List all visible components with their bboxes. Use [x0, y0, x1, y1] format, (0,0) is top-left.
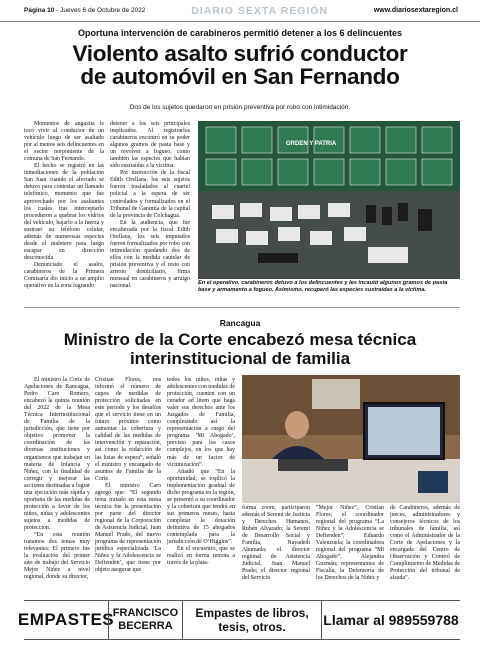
paragraph: En el encuentro, que se realizó en forma remota a través de la plata- — [167, 546, 235, 567]
ad-slogan-line1: Empastes de libros, — [195, 606, 309, 620]
paragraph: Añadió que “En la oportunidad, se explicó la implementación gradual de dicho programa en la región, se presentó a su coordinador y la cobertura que tendrá en sus primeros meses, hasta completar la dotación definitiva de 15 abogados contemplada para la jurisdicción de O’Higgins”. — [167, 468, 235, 546]
police-evidence-photo — [198, 121, 460, 279]
paragraph: de Carabineros, además de jueces, administradores y consejeros técnicos de los tribunales de familia, así como el Administrador de la Corte de Apelaciones y la encargada del Centro de Observación y Control de Cumplimiento de Medidas de Protección del tribunal de alzada”. — [390, 505, 460, 582]
paragraph: El hecho se registró en las inmediaciones de la población San Juan cuando el afectado se detuvo para contestar un llamado telefónico, momento que fue aprovechado por los asaltantes los cuales tras interceptarlo procedieron a quebrar los vidrios del vehículo, bajarlo a la fuerza y sustraer su teléfono celular, además de numerosas especies desde el maletero para luego escapar en dirección desconocida. — [24, 163, 104, 261]
paragraph: “En esta reunión tratamos dos temas muy relevantes: El primero fue la evaluación del primer año de trabajo del Servicio Mejor Niñez a nivel regional, donde su director, — [24, 532, 90, 581]
story2-headline-line1: Ministro de la Corte encabezó mesa técnica — [63, 330, 417, 349]
meeting-photo-illustration — [242, 375, 460, 503]
ad-phone-number[interactable]: Llamar al 989559788 — [323, 612, 459, 628]
ad-name-line1: FRANCISCO — [112, 607, 179, 619]
page-info — [24, 7, 145, 14]
advertisement-banner[interactable] — [17, 600, 460, 640]
ad-logo: EMPASTES — [17, 610, 115, 629]
story1-photo-caption: En el operativo, carabineros detuvo a los delincuentes y les incautó algunos gramos de pasta base y armamento a fogueo. Asimismo, recuperó las especies sustraídas a la víctima. — [198, 280, 448, 293]
paragraph: “Mejor Niñez”, Cristian Flores; el coordinador regional del programa “La Niñez y la Adolescencia se Defienden”, Eduardo Valenzuela; la coordinadora regional del programa “Mi Abogado”, Alejandra Guzmán; representantes de Fiscalía, la Defensoría de los Derechos de la Niñez y — [316, 505, 384, 582]
photo-banner-text: ORDEN Y PATRIA — [286, 141, 337, 147]
story1-column-2 — [110, 121, 190, 290]
story2-column-6 — [390, 505, 460, 583]
story1-subhead: Dos de los sujetos quedaron en prisión preventiva por robo con intimidación. — [129, 104, 351, 111]
paragraph: En la audiencia, que fue encabezada por la fiscal Edith Orellana, los seis imputados fueron formalizados por robo con intimidación quedando dos de ellos con la medida cautelar de prisión preventiva y el resto con arresto domiciliario, firma mensual en carabineros y arraigo nacional. — [110, 219, 190, 290]
evidence-photo-illustration — [198, 121, 460, 279]
story2-kicker: Rancagua — [219, 318, 261, 328]
ad-business-name — [108, 601, 182, 639]
story2-headline — [20, 330, 460, 368]
ad-slogan-line2: tesis, otros. — [218, 620, 286, 634]
story2-column-2 — [95, 377, 161, 574]
story2-column-5 — [316, 505, 384, 583]
ad-slogan — [182, 601, 322, 639]
section-divider — [24, 307, 460, 308]
story2-headline-line2: interinstitucional de familia — [129, 349, 351, 368]
story1-headline-line1: Violento asalto sufrió conductor — [72, 41, 408, 66]
paragraph: Denunciado el asalto, carabineros de la Primera Comisaría dio inicio a un amplio operativo en la zona logrando — [24, 261, 104, 290]
paragraph: Momentos de angustia le tocó vivir al conductor de un vehículo luego de ser asaltado por al menos seis delincuentes en el sector norponiente de la comuna de San Fernando. — [24, 121, 104, 163]
paragraph: todos los niños, niñas y adolescentes con medidas de protección, cuenten con un curador ad litem que haga valer sus derechos ante los Juzgados de Familia, completando así la representación a cargo del programa ‘Mi Abogado’, previsto para los casos complejos, en los que hay más de un factor de victimización”. — [167, 377, 235, 468]
story1-headline-line2: de automóvil en San Fernando — [80, 64, 400, 89]
page-header — [0, 0, 480, 22]
page-number: Página 10 — [24, 7, 55, 14]
masthead: DIARIO SEXTA REGIÓN — [191, 4, 329, 17]
website-link[interactable]: www.diariosextaregion.cl — [373, 7, 458, 14]
story2-column-1 — [24, 377, 90, 581]
zoom-meeting-photo — [242, 375, 460, 503]
story2-column-3 — [167, 377, 235, 567]
paragraph: El ministro la Corte de Apelaciones de Rancagua, Pedro Caro Romero, encabezó la quinta reunión del 2022 de la Mesa Técnica Interinstitucional de Familia de la jurisdicción, que tiene por objetivo promover la coordinación de las diversas instituciones y organismos que trabajan en materia de Infancia y Niñez, con la finalidad de corregir y mejorar las acciones destinadas a lograr una ejecución más rápida y oportuna de las medidas de protección a favor de los niños, niñas y adolescentes sujetos a medidas de protección. — [24, 377, 90, 531]
story1-column-1 — [24, 121, 104, 290]
story1-kicker: Oportuna intervención de carabineros permitió detener a los 6 delincuentes — [77, 28, 403, 38]
issue-date: - Jueves 6 de Octubre de 2022 — [54, 7, 146, 14]
paragraph: forma zoom, participaron además el Seremi de Justicia y Derechos Humanos, Rubén Alvarado; la Seremi de Desarrollo Social y Familia, Nayadeth Ahumada; el director regional de Asistencia Judicial, Juan Manuel Prado; el director regional del Servicio — [242, 505, 310, 582]
story2-column-4 — [242, 505, 310, 583]
paragraph: El ministro Caro agregó que: “El segundo tema tratado en esta mesa técnica fue la presentación por parte del director regional de la Corporación de Asistencia Judicial, Juan Manuel Prado, del nuevo programa de representación jurídica especializada ‘La Niñez y la Adolescencia se Defienden’, que tiene por objeto asegurar que — [95, 482, 161, 574]
paragraph: detener a los seis principales implicados. Al registrarlos carabineros encontró en su poder algunos gramos de pasta base y un revolver a fogueo, como también las especies que habían sido sustraídas a la víctima. — [110, 121, 190, 170]
story1-headline — [20, 42, 460, 88]
ad-name-line2: BECERRA — [118, 620, 173, 632]
paragraph: Por instrucción de la fiscal Edith Orellana, los seis sujetos fueron trasladados al cuartel policial a la espera de ser controlados y formalizados en el Tribunal de Garantía de la capital de la provincia de Colchagua. — [110, 170, 190, 219]
paragraph: Cristian Flores, nos informó el número de cupos de medidas de protección solicitadas en este periodo y los desafíos que el servicio tiene en un futuro próximo como aumentar la cobertura y calidad de las medidas de intervención y reparación, así como la redacción de las listas de espera”, señaló el ministro y encargado de asuntos de Familia de la Corte. — [95, 377, 161, 482]
